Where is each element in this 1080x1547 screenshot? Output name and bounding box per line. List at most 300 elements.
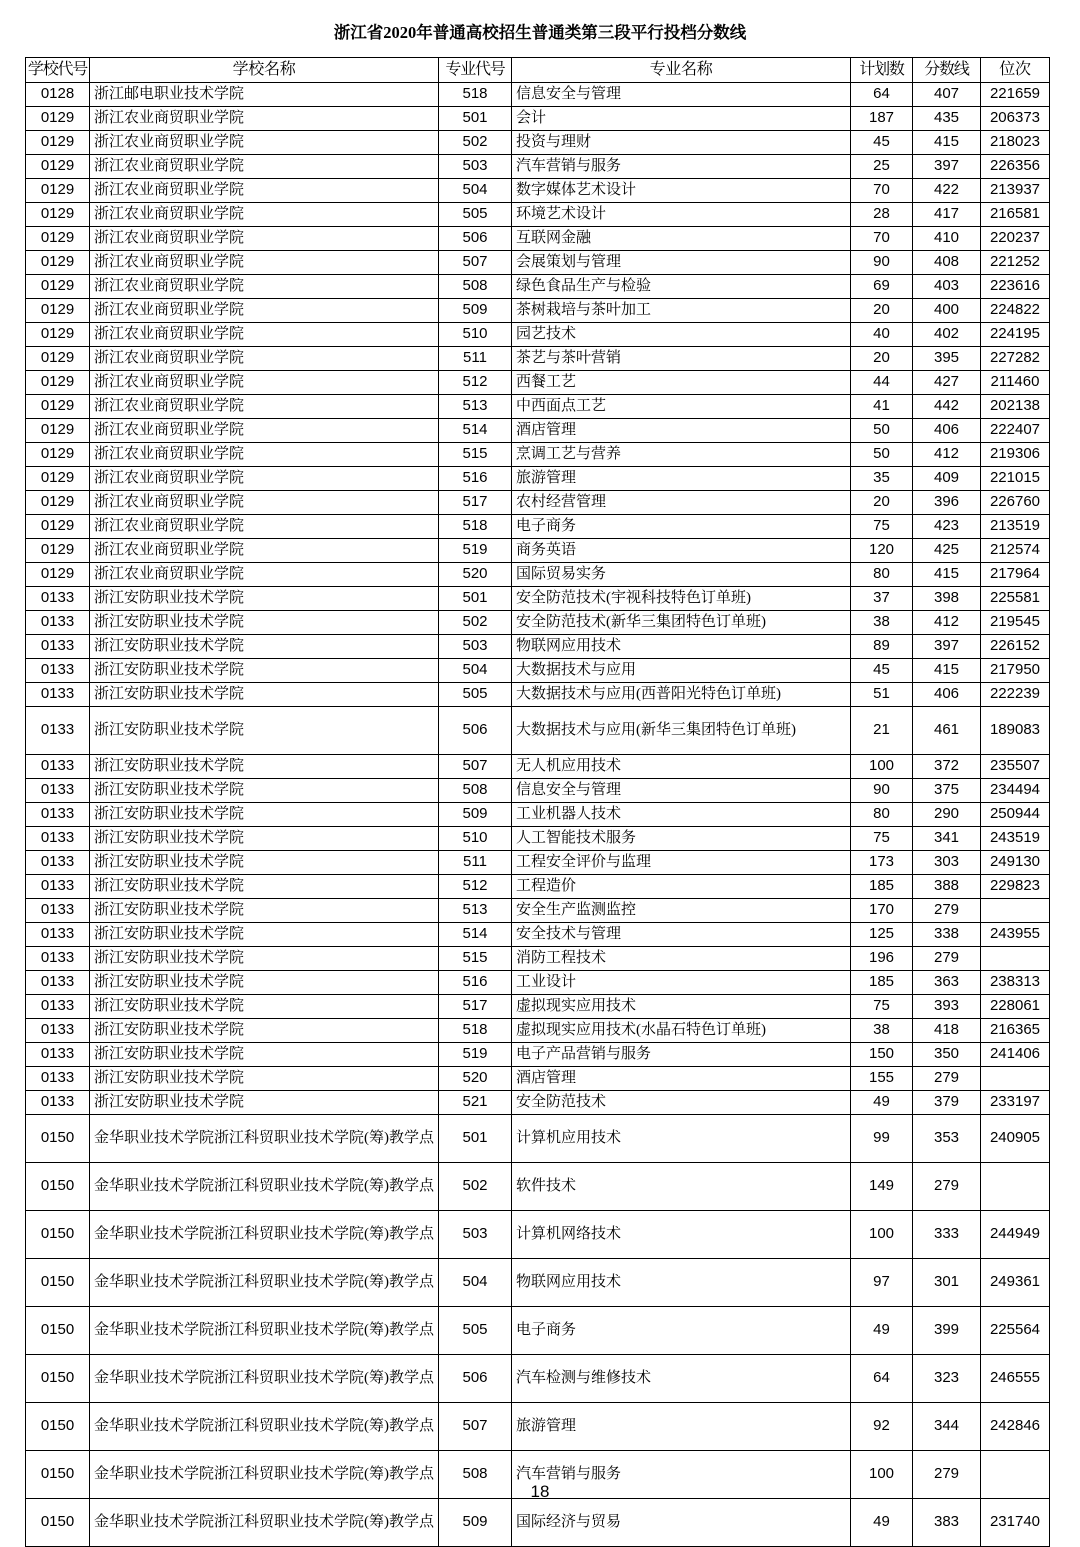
table-row xyxy=(26,995,1050,1019)
cell-major-name: 电子商务 xyxy=(512,1307,851,1355)
table-row xyxy=(26,275,1050,299)
cell-school-name: 金华职业技术学院浙江科贸职业技术学院(筹)教学点 xyxy=(90,1259,439,1307)
table-row xyxy=(26,611,1050,635)
cell-score-line: 279 xyxy=(913,947,981,971)
cell-school-code: 0129 xyxy=(26,203,90,227)
cell-score-line: 415 xyxy=(913,659,981,683)
cell-plan-count: 125 xyxy=(851,923,913,947)
table-row xyxy=(26,1499,1050,1547)
cell-score-line: 412 xyxy=(913,611,981,635)
cell-school-name: 浙江农业商贸职业学院 xyxy=(90,131,439,155)
cell-rank: 243519 xyxy=(981,827,1050,851)
table-row xyxy=(26,803,1050,827)
cell-rank: 219306 xyxy=(981,443,1050,467)
cell-school-code: 0129 xyxy=(26,395,90,419)
cell-major-name: 商务英语 xyxy=(512,539,851,563)
cell-major-code: 515 xyxy=(439,443,512,467)
cell-rank: 221015 xyxy=(981,467,1050,491)
table-row xyxy=(26,395,1050,419)
cell-major-code: 501 xyxy=(439,1115,512,1163)
table-row xyxy=(26,875,1050,899)
table-row xyxy=(26,491,1050,515)
cell-major-name: 工程造价 xyxy=(512,875,851,899)
cell-plan-count: 196 xyxy=(851,947,913,971)
cell-score-line: 323 xyxy=(913,1355,981,1403)
cell-score-line: 418 xyxy=(913,1019,981,1043)
cell-rank: 250944 xyxy=(981,803,1050,827)
cell-school-code: 0133 xyxy=(26,851,90,875)
table-row xyxy=(26,539,1050,563)
cell-major-code: 518 xyxy=(439,83,512,107)
cell-major-name: 汽车营销与服务 xyxy=(512,155,851,179)
table-row xyxy=(26,443,1050,467)
cell-major-name: 工业机器人技术 xyxy=(512,803,851,827)
cell-plan-count: 89 xyxy=(851,635,913,659)
column-header-rank: 位次 xyxy=(981,58,1050,83)
cell-major-code: 502 xyxy=(439,131,512,155)
cell-score-line: 400 xyxy=(913,299,981,323)
cell-score-line: 409 xyxy=(913,467,981,491)
table-row xyxy=(26,1091,1050,1115)
cell-score-line: 461 xyxy=(913,707,981,755)
cell-school-name: 浙江农业商贸职业学院 xyxy=(90,491,439,515)
cell-school-code: 0150 xyxy=(26,1115,90,1163)
cell-school-code: 0150 xyxy=(26,1499,90,1547)
cell-school-name: 浙江农业商贸职业学院 xyxy=(90,251,439,275)
cell-school-name: 浙江安防职业技术学院 xyxy=(90,1043,439,1067)
cell-major-name: 虚拟现实应用技术(水晶石特色订单班) xyxy=(512,1019,851,1043)
cell-plan-count: 150 xyxy=(851,1043,913,1067)
table-row xyxy=(26,83,1050,107)
cell-plan-count: 64 xyxy=(851,83,913,107)
table-body xyxy=(26,83,1050,1547)
cell-plan-count: 50 xyxy=(851,443,913,467)
cell-score-line: 375 xyxy=(913,779,981,803)
cell-plan-count: 50 xyxy=(851,419,913,443)
table-row xyxy=(26,203,1050,227)
cell-school-name: 金华职业技术学院浙江科贸职业技术学院(筹)教学点 xyxy=(90,1163,439,1211)
cell-major-name: 物联网应用技术 xyxy=(512,635,851,659)
cell-rank: 212574 xyxy=(981,539,1050,563)
cell-plan-count: 25 xyxy=(851,155,913,179)
cell-school-code: 0129 xyxy=(26,155,90,179)
cell-school-name: 金华职业技术学院浙江科贸职业技术学院(筹)教学点 xyxy=(90,1211,439,1259)
cell-major-code: 509 xyxy=(439,803,512,827)
cell-school-code: 0129 xyxy=(26,539,90,563)
score-table-container xyxy=(25,57,1049,1547)
cell-plan-count: 35 xyxy=(851,467,913,491)
cell-score-line: 422 xyxy=(913,179,981,203)
cell-major-name: 旅游管理 xyxy=(512,467,851,491)
cell-major-name: 工业设计 xyxy=(512,971,851,995)
cell-plan-count: 170 xyxy=(851,899,913,923)
cell-major-name: 安全技术与管理 xyxy=(512,923,851,947)
cell-major-code: 521 xyxy=(439,1091,512,1115)
cell-plan-count: 20 xyxy=(851,491,913,515)
cell-school-name: 浙江农业商贸职业学院 xyxy=(90,563,439,587)
cell-major-name: 旅游管理 xyxy=(512,1403,851,1451)
cell-plan-count: 185 xyxy=(851,971,913,995)
cell-score-line: 399 xyxy=(913,1307,981,1355)
cell-major-name: 国际经济与贸易 xyxy=(512,1499,851,1547)
cell-school-name: 浙江农业商贸职业学院 xyxy=(90,395,439,419)
cell-major-code: 510 xyxy=(439,323,512,347)
cell-score-line: 333 xyxy=(913,1211,981,1259)
cell-plan-count: 69 xyxy=(851,275,913,299)
cell-score-line: 350 xyxy=(913,1043,981,1067)
cell-plan-count: 80 xyxy=(851,563,913,587)
cell-score-line: 396 xyxy=(913,491,981,515)
cell-major-name: 互联网金融 xyxy=(512,227,851,251)
cell-school-code: 0129 xyxy=(26,371,90,395)
cell-rank: 244949 xyxy=(981,1211,1050,1259)
cell-score-line: 279 xyxy=(913,1163,981,1211)
cell-rank: 217964 xyxy=(981,563,1050,587)
cell-score-line: 393 xyxy=(913,995,981,1019)
cell-score-line: 442 xyxy=(913,395,981,419)
cell-school-code: 0133 xyxy=(26,587,90,611)
cell-rank: 217950 xyxy=(981,659,1050,683)
cell-plan-count: 49 xyxy=(851,1307,913,1355)
cell-major-code: 506 xyxy=(439,1355,512,1403)
cell-major-code: 518 xyxy=(439,1019,512,1043)
cell-rank: 226760 xyxy=(981,491,1050,515)
cell-rank: 225564 xyxy=(981,1307,1050,1355)
cell-school-name: 浙江农业商贸职业学院 xyxy=(90,467,439,491)
cell-rank: 229823 xyxy=(981,875,1050,899)
cell-plan-count: 70 xyxy=(851,227,913,251)
cell-major-code: 506 xyxy=(439,227,512,251)
cell-major-code: 506 xyxy=(439,707,512,755)
cell-school-code: 0133 xyxy=(26,875,90,899)
cell-school-code: 0129 xyxy=(26,299,90,323)
cell-school-code: 0129 xyxy=(26,467,90,491)
cell-rank: 213519 xyxy=(981,515,1050,539)
cell-rank: 234494 xyxy=(981,779,1050,803)
cell-score-line: 338 xyxy=(913,923,981,947)
cell-plan-count: 155 xyxy=(851,1067,913,1091)
cell-score-line: 423 xyxy=(913,515,981,539)
cell-rank: 240905 xyxy=(981,1115,1050,1163)
cell-school-code: 0129 xyxy=(26,107,90,131)
table-row xyxy=(26,563,1050,587)
cell-major-name: 绿色食品生产与检验 xyxy=(512,275,851,299)
cell-major-name: 农村经营管理 xyxy=(512,491,851,515)
cell-school-name: 浙江农业商贸职业学院 xyxy=(90,371,439,395)
cell-plan-count: 185 xyxy=(851,875,913,899)
table-row xyxy=(26,1019,1050,1043)
cell-rank: 216365 xyxy=(981,1019,1050,1043)
table-row xyxy=(26,1115,1050,1163)
cell-major-code: 517 xyxy=(439,491,512,515)
cell-score-line: 372 xyxy=(913,755,981,779)
cell-school-code: 0133 xyxy=(26,1091,90,1115)
cell-school-name: 浙江农业商贸职业学院 xyxy=(90,275,439,299)
cell-school-name: 浙江农业商贸职业学院 xyxy=(90,299,439,323)
table-row xyxy=(26,755,1050,779)
table-row xyxy=(26,227,1050,251)
cell-school-name: 金华职业技术学院浙江科贸职业技术学院(筹)教学点 xyxy=(90,1403,439,1451)
cell-major-name: 工程安全评价与监理 xyxy=(512,851,851,875)
cell-rank: 206373 xyxy=(981,107,1050,131)
cell-school-code: 0133 xyxy=(26,707,90,755)
cell-major-code: 501 xyxy=(439,587,512,611)
cell-school-name: 浙江农业商贸职业学院 xyxy=(90,227,439,251)
table-header xyxy=(26,58,1050,83)
cell-school-code: 0133 xyxy=(26,971,90,995)
cell-score-line: 403 xyxy=(913,275,981,299)
cell-score-line: 398 xyxy=(913,587,981,611)
cell-school-code: 0129 xyxy=(26,491,90,515)
cell-plan-count: 97 xyxy=(851,1259,913,1307)
cell-plan-count: 80 xyxy=(851,803,913,827)
cell-school-name: 浙江安防职业技术学院 xyxy=(90,659,439,683)
table-row xyxy=(26,971,1050,995)
cell-plan-count: 75 xyxy=(851,827,913,851)
cell-school-name: 浙江邮电职业技术学院 xyxy=(90,83,439,107)
table-row xyxy=(26,779,1050,803)
cell-school-code: 0133 xyxy=(26,899,90,923)
cell-major-code: 517 xyxy=(439,995,512,1019)
cell-school-name: 浙江安防职业技术学院 xyxy=(90,875,439,899)
cell-major-name: 大数据技术与应用(新华三集团特色订单班) xyxy=(512,707,851,755)
cell-school-name: 浙江安防职业技术学院 xyxy=(90,923,439,947)
cell-school-code: 0129 xyxy=(26,131,90,155)
cell-school-code: 0133 xyxy=(26,611,90,635)
cell-school-name: 浙江农业商贸职业学院 xyxy=(90,443,439,467)
cell-rank: 202138 xyxy=(981,395,1050,419)
column-header-score-line: 分数线 xyxy=(913,58,981,83)
cell-score-line: 353 xyxy=(913,1115,981,1163)
cell-school-code: 0129 xyxy=(26,515,90,539)
table-row xyxy=(26,635,1050,659)
cell-school-name: 浙江安防职业技术学院 xyxy=(90,587,439,611)
cell-major-name: 环境艺术设计 xyxy=(512,203,851,227)
cell-rank: 221659 xyxy=(981,83,1050,107)
table-row xyxy=(26,323,1050,347)
cell-plan-count: 49 xyxy=(851,1091,913,1115)
cell-major-name: 计算机应用技术 xyxy=(512,1115,851,1163)
cell-major-name: 汽车检测与维修技术 xyxy=(512,1355,851,1403)
table-row xyxy=(26,1307,1050,1355)
cell-rank: 242846 xyxy=(981,1403,1050,1451)
cell-score-line: 341 xyxy=(913,827,981,851)
cell-major-code: 518 xyxy=(439,515,512,539)
cell-major-name: 无人机应用技术 xyxy=(512,755,851,779)
cell-school-code: 0133 xyxy=(26,995,90,1019)
cell-major-code: 505 xyxy=(439,1307,512,1355)
cell-school-code: 0133 xyxy=(26,659,90,683)
cell-school-name: 金华职业技术学院浙江科贸职业技术学院(筹)教学点 xyxy=(90,1499,439,1547)
table-row xyxy=(26,827,1050,851)
cell-major-name: 信息安全与管理 xyxy=(512,779,851,803)
cell-major-name: 安全防范技术(宇视科技特色订单班) xyxy=(512,587,851,611)
cell-major-name: 人工智能技术服务 xyxy=(512,827,851,851)
cell-rank: 218023 xyxy=(981,131,1050,155)
cell-major-name: 大数据技术与应用(西普阳光特色订单班) xyxy=(512,683,851,707)
cell-rank: 189083 xyxy=(981,707,1050,755)
column-header-school-name: 学校名称 xyxy=(90,58,439,83)
cell-major-code: 503 xyxy=(439,155,512,179)
cell-score-line: 408 xyxy=(913,251,981,275)
cell-school-name: 浙江安防职业技术学院 xyxy=(90,635,439,659)
cell-plan-count: 92 xyxy=(851,1403,913,1451)
cell-plan-count: 20 xyxy=(851,299,913,323)
cell-score-line: 397 xyxy=(913,635,981,659)
cell-school-code: 0133 xyxy=(26,923,90,947)
cell-score-line: 379 xyxy=(913,1091,981,1115)
cell-school-name: 浙江安防职业技术学院 xyxy=(90,779,439,803)
cell-school-name: 浙江安防职业技术学院 xyxy=(90,995,439,1019)
cell-school-code: 0150 xyxy=(26,1307,90,1355)
cell-major-code: 510 xyxy=(439,827,512,851)
cell-school-code: 0129 xyxy=(26,443,90,467)
cell-school-name: 浙江农业商贸职业学院 xyxy=(90,323,439,347)
cell-plan-count: 51 xyxy=(851,683,913,707)
cell-major-code: 516 xyxy=(439,467,512,491)
cell-plan-count: 100 xyxy=(851,755,913,779)
cell-score-line: 301 xyxy=(913,1259,981,1307)
table-row xyxy=(26,515,1050,539)
table-row xyxy=(26,155,1050,179)
cell-major-code: 519 xyxy=(439,539,512,563)
cell-rank: 220237 xyxy=(981,227,1050,251)
cell-rank: 227282 xyxy=(981,347,1050,371)
table-row xyxy=(26,1403,1050,1451)
cell-school-code: 0150 xyxy=(26,1355,90,1403)
cell-major-code: 511 xyxy=(439,851,512,875)
cell-plan-count: 64 xyxy=(851,1355,913,1403)
cell-plan-count: 20 xyxy=(851,347,913,371)
cell-rank: 222239 xyxy=(981,683,1050,707)
cell-major-code: 501 xyxy=(439,107,512,131)
table-header-row xyxy=(26,58,1050,83)
cell-school-name: 浙江安防职业技术学院 xyxy=(90,899,439,923)
cell-school-code: 0133 xyxy=(26,779,90,803)
cell-score-line: 412 xyxy=(913,443,981,467)
cell-school-name: 浙江安防职业技术学院 xyxy=(90,1067,439,1091)
column-header-major-code: 专业代号 xyxy=(439,58,512,83)
cell-major-code: 519 xyxy=(439,1043,512,1067)
cell-major-code: 502 xyxy=(439,1163,512,1211)
table-row xyxy=(26,1355,1050,1403)
cell-school-name: 浙江农业商贸职业学院 xyxy=(90,107,439,131)
cell-score-line: 417 xyxy=(913,203,981,227)
cell-major-name: 酒店管理 xyxy=(512,419,851,443)
cell-major-code: 508 xyxy=(439,1451,512,1499)
table-row xyxy=(26,683,1050,707)
cell-major-name: 物联网应用技术 xyxy=(512,1259,851,1307)
cell-major-name: 电子商务 xyxy=(512,515,851,539)
cell-score-line: 406 xyxy=(913,419,981,443)
cell-major-code: 516 xyxy=(439,971,512,995)
page-title: 浙江省2020年普通高校招生普通类第三段平行投档分数线 xyxy=(333,23,747,42)
cell-major-name: 大数据技术与应用 xyxy=(512,659,851,683)
table-row xyxy=(26,1067,1050,1091)
cell-school-name: 浙江农业商贸职业学院 xyxy=(90,539,439,563)
cell-plan-count: 70 xyxy=(851,179,913,203)
cell-plan-count: 99 xyxy=(851,1115,913,1163)
cell-school-name: 浙江农业商贸职业学院 xyxy=(90,179,439,203)
cell-major-name: 数字媒体艺术设计 xyxy=(512,179,851,203)
cell-major-code: 505 xyxy=(439,683,512,707)
cell-school-code: 0133 xyxy=(26,803,90,827)
cell-school-name: 浙江安防职业技术学院 xyxy=(90,1019,439,1043)
cell-major-name: 信息安全与管理 xyxy=(512,83,851,107)
cell-school-code: 0129 xyxy=(26,563,90,587)
cell-rank: 235507 xyxy=(981,755,1050,779)
cell-school-code: 0133 xyxy=(26,1043,90,1067)
cell-major-name: 烹调工艺与营养 xyxy=(512,443,851,467)
cell-major-code: 505 xyxy=(439,203,512,227)
table-row xyxy=(26,1211,1050,1259)
cell-school-name: 浙江安防职业技术学院 xyxy=(90,683,439,707)
cell-major-name: 投资与理财 xyxy=(512,131,851,155)
cell-rank xyxy=(981,1067,1050,1091)
cell-rank: 249361 xyxy=(981,1259,1050,1307)
cell-major-code: 511 xyxy=(439,347,512,371)
cell-major-name: 消防工程技术 xyxy=(512,947,851,971)
cell-major-code: 514 xyxy=(439,419,512,443)
cell-rank: 231740 xyxy=(981,1499,1050,1547)
cell-plan-count: 28 xyxy=(851,203,913,227)
cell-rank: 224822 xyxy=(981,299,1050,323)
cell-major-name: 安全防范技术(新华三集团特色订单班) xyxy=(512,611,851,635)
cell-rank: 224195 xyxy=(981,323,1050,347)
column-header-major-name: 专业名称 xyxy=(512,58,851,83)
table-row xyxy=(26,899,1050,923)
cell-school-code: 0150 xyxy=(26,1403,90,1451)
table-row xyxy=(26,659,1050,683)
cell-plan-count: 21 xyxy=(851,707,913,755)
cell-major-name: 安全防范技术 xyxy=(512,1091,851,1115)
table-row xyxy=(26,179,1050,203)
cell-score-line: 415 xyxy=(913,563,981,587)
cell-school-code: 0133 xyxy=(26,947,90,971)
cell-school-code: 0133 xyxy=(26,635,90,659)
cell-major-name: 电子产品营销与服务 xyxy=(512,1043,851,1067)
cell-rank: 222407 xyxy=(981,419,1050,443)
cell-school-code: 0150 xyxy=(26,1211,90,1259)
table-row xyxy=(26,419,1050,443)
cell-major-name: 酒店管理 xyxy=(512,1067,851,1091)
cell-school-name: 浙江安防职业技术学院 xyxy=(90,851,439,875)
cell-rank: 223616 xyxy=(981,275,1050,299)
cell-rank xyxy=(981,899,1050,923)
cell-school-name: 金华职业技术学院浙江科贸职业技术学院(筹)教学点 xyxy=(90,1355,439,1403)
cell-school-code: 0129 xyxy=(26,347,90,371)
cell-score-line: 410 xyxy=(913,227,981,251)
cell-major-code: 504 xyxy=(439,1259,512,1307)
cell-rank xyxy=(981,1163,1050,1211)
cell-major-code: 513 xyxy=(439,395,512,419)
cell-score-line: 303 xyxy=(913,851,981,875)
cell-plan-count: 45 xyxy=(851,659,913,683)
cell-major-code: 508 xyxy=(439,779,512,803)
cell-major-code: 507 xyxy=(439,1403,512,1451)
cell-rank: 238313 xyxy=(981,971,1050,995)
cell-school-code: 0129 xyxy=(26,251,90,275)
cell-rank: 219545 xyxy=(981,611,1050,635)
cell-major-code: 507 xyxy=(439,251,512,275)
table-row xyxy=(26,371,1050,395)
cell-plan-count: 75 xyxy=(851,995,913,1019)
table-row xyxy=(26,851,1050,875)
cell-rank: 221252 xyxy=(981,251,1050,275)
cell-school-code: 0150 xyxy=(26,1451,90,1499)
cell-score-line: 397 xyxy=(913,155,981,179)
cell-rank: 226152 xyxy=(981,635,1050,659)
